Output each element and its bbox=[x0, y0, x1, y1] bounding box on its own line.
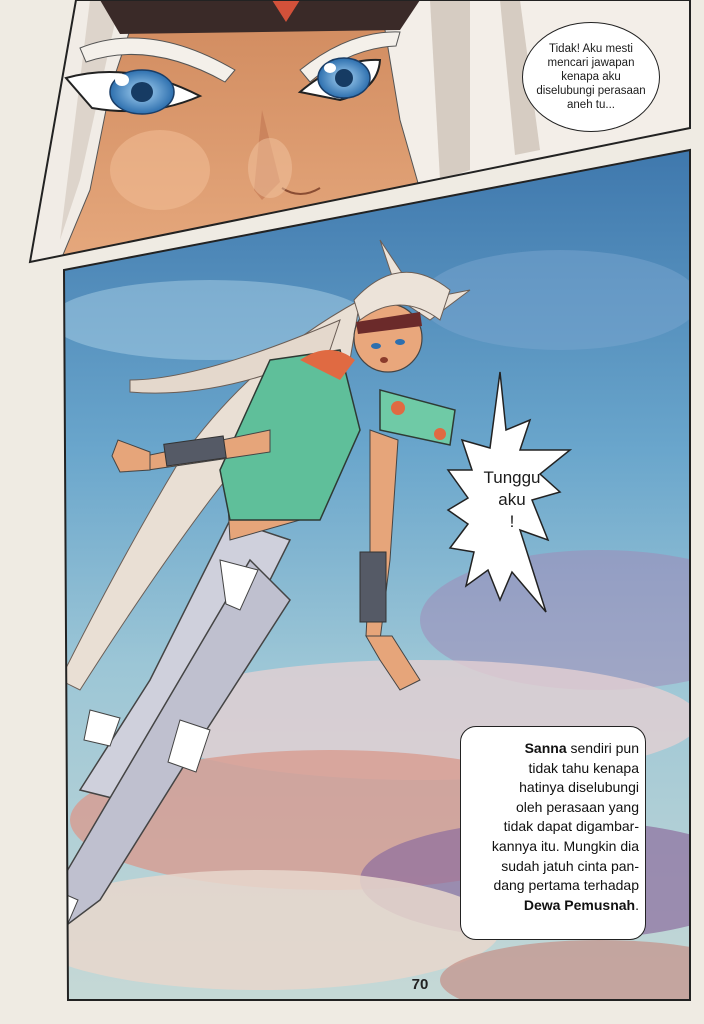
caption-text: sendiri pun bbox=[566, 740, 639, 756]
page-number: 70 bbox=[411, 976, 429, 993]
speech-bubble-top bbox=[522, 22, 660, 132]
shout-bubble-text bbox=[474, 452, 550, 548]
caption-line: sudah jatuh cinta pan- bbox=[501, 857, 639, 874]
caption-name-sanna: Sanna bbox=[524, 740, 567, 756]
caption-line: tidak tahu kenapa bbox=[528, 759, 639, 776]
speech-line: mencari jawapan bbox=[547, 57, 635, 69]
caption-line: tidak dapat digambar- bbox=[503, 818, 639, 835]
caption-line bbox=[467, 896, 639, 916]
shout-line: ! bbox=[509, 512, 515, 531]
caption-line bbox=[467, 739, 639, 759]
caption-text: . bbox=[635, 896, 639, 913]
caption-line: dang pertama terhadap bbox=[493, 877, 639, 894]
caption-line: hatinya diselubungi bbox=[519, 779, 639, 796]
narration-caption-box bbox=[460, 726, 646, 940]
caption-line: oleh perasaan yang bbox=[516, 798, 639, 815]
speech-line: diselubungi perasaan bbox=[536, 85, 646, 97]
speech-line: kenapa aku bbox=[561, 71, 621, 83]
caption-name-dewa-pemusnah: Dewa Pemusnah bbox=[523, 896, 636, 913]
shout-line: aku bbox=[498, 490, 526, 509]
speech-line: Tidak! Aku mesti bbox=[549, 43, 633, 55]
speech-line: aneh tu... bbox=[567, 99, 615, 111]
shout-line: Tunggu bbox=[483, 468, 541, 487]
caption-line: kannya itu. Mungkin dia bbox=[491, 837, 639, 854]
